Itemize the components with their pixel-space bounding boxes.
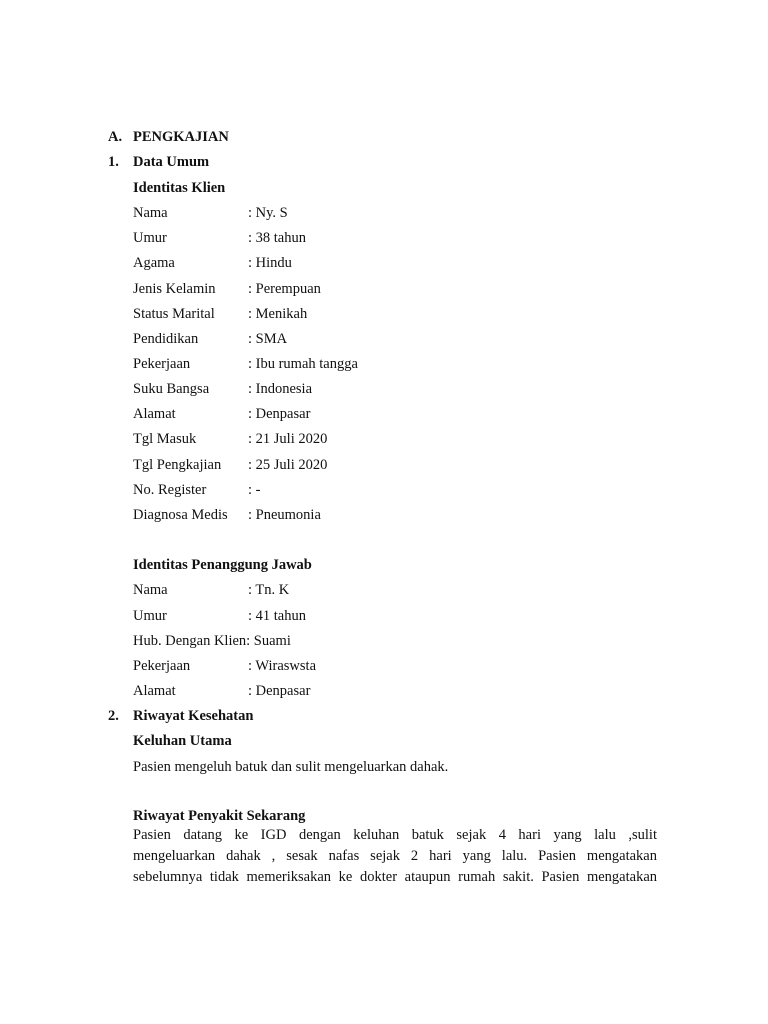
klien-row-label: Umur — [133, 230, 167, 246]
klien-row-label: Diagnosa Medis — [133, 507, 228, 523]
penanggung-row-label: Alamat — [133, 683, 176, 699]
penanggung-row-value: : Tn. K — [248, 582, 290, 598]
klien-row-value: : Ibu rumah tangga — [248, 356, 358, 372]
klien-row-label: Pekerjaan — [133, 356, 191, 372]
identitas-penanggung-heading: Identitas Penanggung Jawab — [133, 557, 312, 573]
klien-row-value: : - — [248, 482, 261, 498]
klien-row-label: Suku Bangsa — [133, 381, 210, 397]
item-2-title: Riwayat Kesehatan — [133, 708, 254, 724]
klien-row-label: No. Register — [133, 482, 207, 498]
penanggung-row-value: : Denpasar — [248, 683, 311, 699]
klien-row-label: Nama — [133, 205, 168, 221]
item-2-marker: 2. — [108, 708, 119, 724]
klien-row-value: : Hindu — [248, 255, 292, 271]
klien-row-value: : 38 tahun — [248, 230, 306, 246]
penanggung-row-label: Umur — [133, 608, 167, 624]
riwayat-sekarang-heading: Riwayat Penyakit Sekarang — [133, 808, 306, 824]
keluhan-utama-text: Pasien mengeluh batuk dan sulit mengeluarkan dahak. — [133, 759, 449, 775]
penanggung-row-label: Pekerjaan — [133, 658, 191, 674]
klien-row-value: : Perempuan — [248, 281, 321, 297]
klien-row-label: Tgl Masuk — [133, 431, 197, 447]
klien-row-label: Alamat — [133, 406, 176, 422]
klien-row-value: : Menikah — [248, 306, 308, 322]
section-a-title: PENGKAJIAN — [133, 129, 229, 145]
klien-row-value: : SMA — [248, 331, 288, 347]
item-1-title: Data Umum — [133, 154, 210, 170]
klien-row-value: : Ny. S — [248, 205, 288, 221]
paragraph-line: mengeluarkan dahak , sesak nafas sejak 2 hari yang lalu. Pasien mengatakan — [133, 848, 657, 864]
paragraph-line: Pasien datang ke IGD dengan keluhan batuk sejak 4 hari yang lalu ,sulit — [133, 827, 657, 843]
penanggung-row-label: Nama — [133, 582, 168, 598]
item-1-marker: 1. — [108, 154, 119, 170]
penanggung-row-value: : Wiraswsta — [248, 658, 317, 674]
section-a-marker: A. — [108, 129, 123, 145]
identitas-klien-heading: Identitas Klien — [133, 180, 226, 196]
klien-row-label: Status Marital — [133, 306, 215, 322]
riwayat-sekarang-paragraph — [133, 828, 657, 891]
klien-row-label: Tgl Pengkajian — [133, 457, 222, 473]
klien-row-label: Agama — [133, 255, 175, 271]
penanggung-row-value: : 41 tahun — [248, 608, 306, 624]
klien-row-label: Pendidikan — [133, 331, 199, 347]
klien-row-value: : Indonesia — [248, 381, 313, 397]
klien-row-label: Jenis Kelamin — [133, 281, 216, 297]
klien-row-value: : 25 Juli 2020 — [248, 457, 328, 473]
klien-row-value: : 21 Juli 2020 — [248, 431, 328, 447]
penanggung-row-label: Hub. Dengan Klien: Suami — [133, 633, 291, 649]
klien-row-value: : Pneumonia — [248, 507, 321, 523]
klien-row-value: : Denpasar — [248, 406, 311, 422]
keluhan-utama-heading: Keluhan Utama — [133, 733, 232, 749]
paragraph-line: sebelumnya tidak memeriksakan ke dokter ataupun rumah sakit. Pasien mengatakan — [133, 869, 657, 885]
